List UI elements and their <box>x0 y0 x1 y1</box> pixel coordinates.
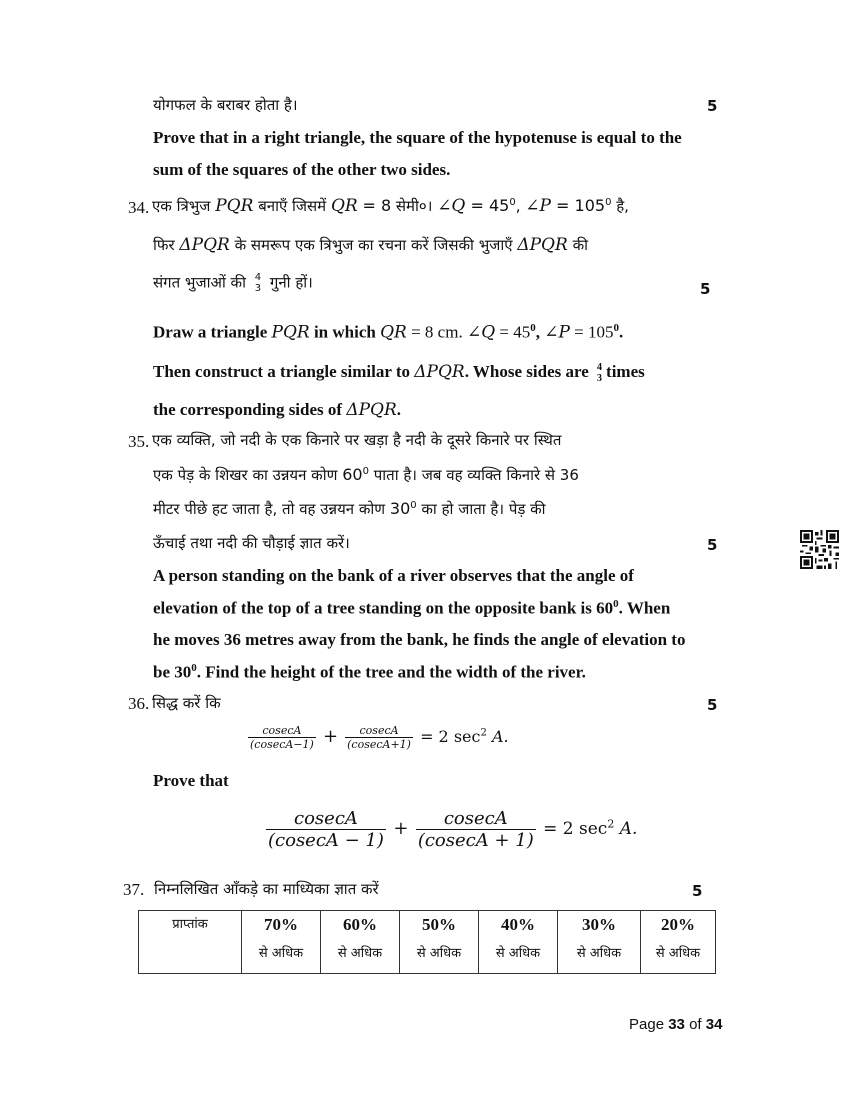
q35-english-line-2: elevation of the top of a tree standing on the opposite bank is $60^0$. When <box>153 598 671 618</box>
fraction-2-large: $\frac{cosecA}{(cosecA + 1)}$ <box>417 808 534 851</box>
q34-number: 34. <box>128 198 150 217</box>
q34-hindi-line-2: फिर ΔPQR के समरूप एक त्रिभुज का रचना करें जिसकी भुजाएँ ΔPQR की <box>153 235 588 255</box>
table-cell: 70% से अधिक <box>242 911 321 974</box>
q36-english-equation: $\frac{cosecA}{(cosecA - 1)}$ + $\frac{cosecA}{(cosecA + 1)}$ = 2 $\sec^2 A$. <box>268 808 638 851</box>
table-header-cell: प्राप्तांक <box>139 911 242 974</box>
q36-hindi-equation: $\frac{cosecA}{(cosecA-1)}$ + $\frac{cosecA}{(cosecA+1)}$ = 2 $\sec^2 A$. <box>250 724 509 751</box>
q37-hindi-line-1: निम्नलिखित आँकड़े का माध्यिका ज्ञात करें <box>154 880 379 898</box>
q34-english-line-3: the corresponding sides of ΔPQR. <box>153 400 402 420</box>
q35-marks: 5 <box>707 536 718 554</box>
table-cell: 50% से अधिक <box>400 911 479 974</box>
q36-english-line-1: Prove that <box>153 771 229 790</box>
q35-hindi-line-2: एक पेड़ के शिखर का उन्नयन कोण $60^0$ पाता है। जब वह व्यक्ति किनारे से 36 <box>153 465 579 484</box>
fraction-1-small: $\frac{cosecA}{(cosecA-1)}$ <box>250 724 314 751</box>
q35-english-line-1: A person standing on the bank of a river observes that the angle of <box>153 566 634 585</box>
fraction-1-large: $\frac{cosecA}{(cosecA - 1)}$ <box>268 808 384 851</box>
q37-number: 37. <box>123 880 145 899</box>
q35-english-line-4: be $30^0$. Find the height of the tree and the width of the river. <box>153 662 586 682</box>
q35-hindi-line-4: ऊँचाई तथा नदी की चौड़ाई ज्ञात करें। <box>153 534 350 552</box>
q33-english-line-1: Prove that in a right triangle, the square of the hypotenuse is equal to the <box>153 128 682 147</box>
q34-english-line-2: Then construct a triangle similar to ΔPQR. Whose sides are 4 3 times <box>153 362 645 385</box>
q35-hindi-line-1: एक व्यक्ति, जो नदी के एक किनारे पर खड़ा है नदी के दूसरे किनारे पर स्थित <box>152 431 562 449</box>
q34-marks: 5 <box>700 280 711 298</box>
four-thirds-fraction: 4 3 <box>254 272 262 294</box>
q33-english-line-2: sum of the squares of the other two sides. <box>153 160 451 179</box>
table-cell: 20% से अधिक <box>641 911 716 974</box>
q37-marks: 5 <box>692 882 703 900</box>
marks-distribution-table <box>138 910 716 974</box>
table-row <box>139 911 716 974</box>
q34-hindi-line-3: संगत भुजाओं की 4 3 गुनी हों। <box>153 272 313 294</box>
q36-marks: 5 <box>707 696 718 714</box>
q33-marks: 5 <box>707 97 718 115</box>
q36-number: 36. <box>128 694 150 713</box>
q34-english-line-1: Draw a triangle PQR in which QR = 8 cm. ∠Q = $45^0$, ∠P = $105^0$. <box>153 322 624 343</box>
q35-number: 35. <box>128 432 150 451</box>
q36-hindi-line-1: सिद्ध करें कि <box>152 694 221 712</box>
q35-hindi-line-3: मीटर पीछे हट जाता है, तो वह उन्नयन कोण $30^0$ का हो जाता है। पेड़ की <box>153 499 546 518</box>
q34-hindi-line-1: एक त्रिभुज PQR बनाएँ जिसमें QR = 8 सेमी०। ∠Q = $45^0$, ∠P = $105^0$ है, <box>152 196 629 216</box>
table-cell: 60% से अधिक <box>321 911 400 974</box>
qr-code <box>800 530 839 569</box>
fraction-2-small: $\frac{cosecA}{(cosecA+1)}$ <box>347 724 411 751</box>
q33-hindi-end: योगफल के बराबर होता है। <box>153 96 298 114</box>
table-cell: 30% से अधिक <box>558 911 641 974</box>
q35-english-line-3: he moves 36 metres away from the bank, he finds the angle of elevation to <box>153 630 686 649</box>
table-cell: 40% से अधिक <box>479 911 558 974</box>
four-thirds-fraction-en: 4 3 <box>597 362 603 385</box>
page-number: Page 33 of 34 <box>629 1016 723 1033</box>
